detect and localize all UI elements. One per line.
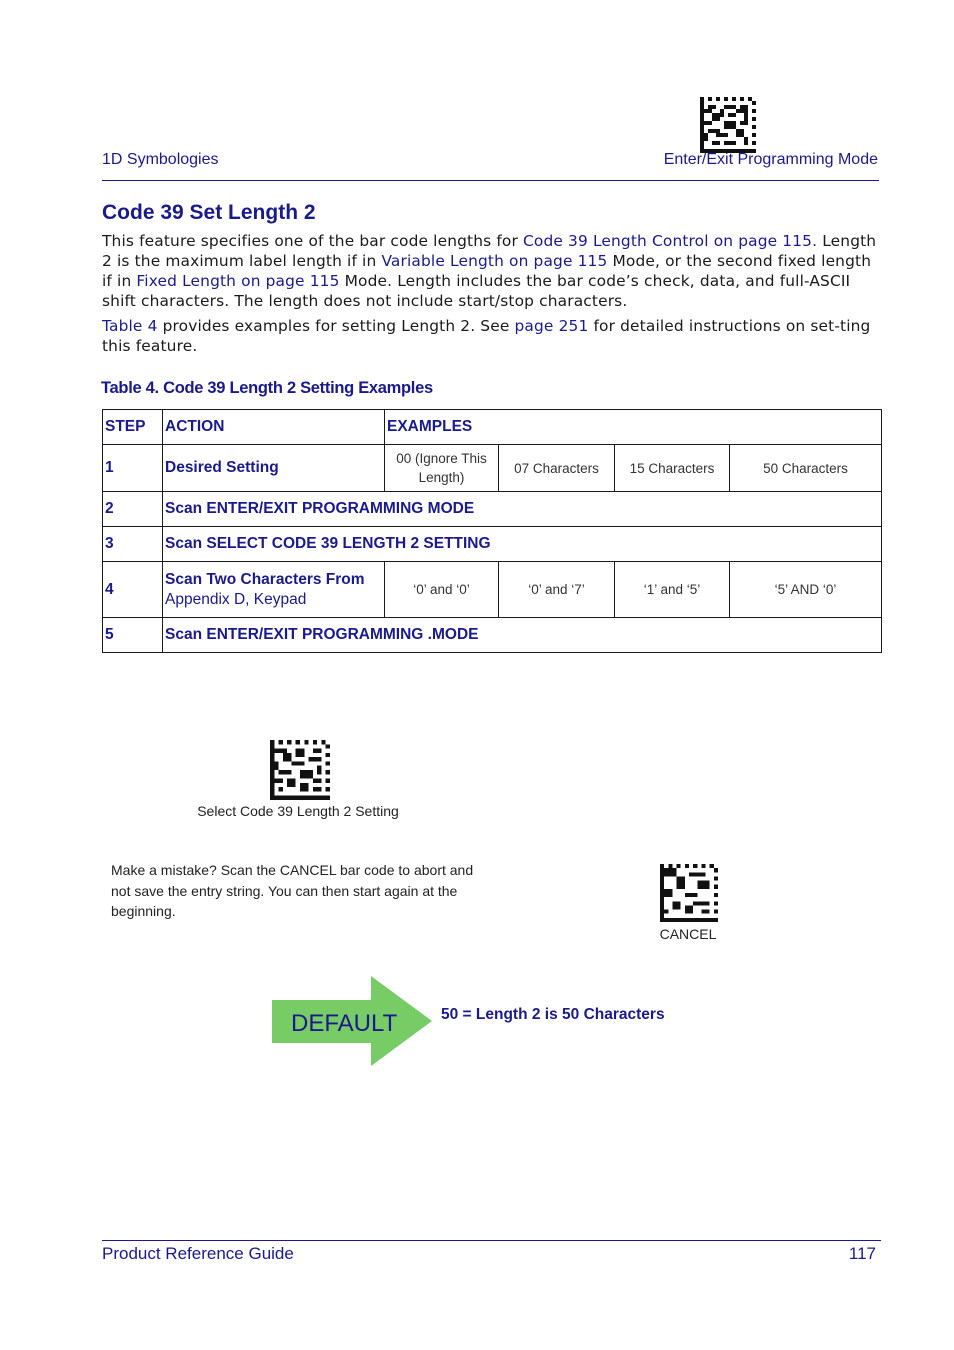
table-row: [103, 445, 882, 492]
header-section-name: 1D Symbologies: [102, 151, 219, 168]
intro-text-1: This feature specifies one of the bar code lengths for: [102, 232, 523, 250]
section-title: Code 39 Set Length 2: [102, 201, 316, 224]
example-cell: 07 Characters: [499, 445, 615, 492]
intro-text-2: . Length 2 is the maximum label length if in: [102, 232, 877, 270]
link-page-251[interactable]: page 251: [514, 317, 589, 335]
header-step: STEP: [103, 410, 163, 445]
intro-text-3: Mode, or the second fixed length if in: [102, 252, 872, 290]
cancel-barcode[interactable]: [660, 864, 718, 926]
footer-guide-title: Product Reference Guide: [102, 1244, 294, 1263]
table-row: [103, 562, 882, 618]
table-caption: Table 4. Code 39 Length 2 Setting Examples: [101, 379, 433, 397]
header-action: ACTION: [163, 410, 385, 445]
default-label: DEFAULT: [291, 1010, 398, 1037]
default-arrow: [272, 976, 432, 1070]
header-barcode-image: [700, 97, 756, 157]
link-table-4[interactable]: Table 4: [102, 317, 158, 335]
step-number: 2: [103, 492, 163, 527]
intro-text-4: Mode. Length includes the bar code’s check, data, and full-ASCII shift characters. The length does not include start/stop characters.: [102, 272, 851, 310]
step-number: 4: [103, 562, 163, 618]
step-number: 3: [103, 527, 163, 562]
header-divider: [102, 180, 879, 181]
example-cell: ‘0’ and ‘0’: [385, 562, 499, 618]
action-cell: Scan ENTER/EXIT PROGRAMMING MODE: [163, 492, 882, 527]
link-variable-length[interactable]: Variable Length on page 115: [381, 252, 608, 270]
select-length-2-barcode[interactable]: [270, 740, 330, 804]
intro-paragraph: [102, 231, 880, 311]
header-examples: EXAMPLES: [385, 410, 882, 445]
footer-divider: [102, 1240, 881, 1241]
table-header-row: [103, 410, 882, 445]
table-intro-text-2: for detailed instructions on set-ting this feature.: [102, 317, 871, 355]
step-number: 5: [103, 618, 163, 653]
table-row: [103, 618, 882, 653]
select-barcode-caption: Select Code 39 Length 2 Setting: [197, 803, 399, 819]
action-cell: Scan SELECT CODE 39 LENGTH 2 SETTING: [163, 527, 882, 562]
link-fixed-length[interactable]: Fixed Length on page 115: [136, 272, 340, 290]
example-cell: 15 Characters: [615, 445, 730, 492]
example-cell: ‘1’ and ‘5’: [615, 562, 730, 618]
example-cell: ‘5’ AND ‘0’: [730, 562, 882, 618]
action-text: Scan Two Characters From: [165, 570, 365, 588]
cancel-barcode-caption: CANCEL: [659, 926, 717, 942]
table-intro-paragraph: [102, 316, 880, 356]
example-cell: 00 (Ignore This Length): [385, 445, 499, 492]
header-mode-link[interactable]: Enter/Exit Programming Mode: [663, 151, 878, 168]
example-cell: 50 Characters: [730, 445, 882, 492]
page-number: 117: [848, 1244, 876, 1263]
cancel-note: Make a mistake? Scan the CANCEL bar code to abort and not save the entry string. You can then start again at the beginning.: [111, 862, 474, 919]
link-appendix-d[interactable]: Appendix D, Keypad: [165, 590, 307, 608]
table-row: [103, 527, 882, 562]
table-intro-text-1: provides examples for setting Length 2. See: [157, 317, 515, 335]
link-length-control[interactable]: Code 39 Length Control on page 115: [522, 232, 813, 250]
step-number: 1: [103, 445, 163, 492]
action-cell: Scan ENTER/EXIT PROGRAMMING .MODE: [163, 618, 882, 653]
action-cell: Desired Setting: [163, 445, 385, 492]
example-cell: ‘0’ and ‘7’: [499, 562, 615, 618]
action-cell: [163, 562, 385, 618]
default-setting-text: 50 = Length 2 is 50 Characters: [441, 1006, 665, 1023]
settings-table: [102, 409, 882, 653]
table-row: [103, 492, 882, 527]
